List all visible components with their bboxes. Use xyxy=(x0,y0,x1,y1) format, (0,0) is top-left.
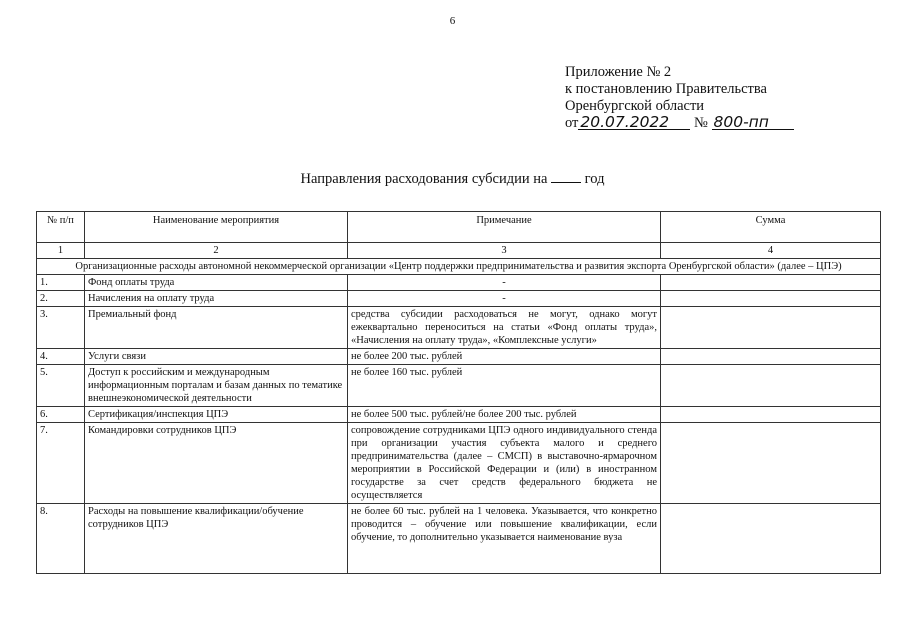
page-number: 6 xyxy=(449,15,456,27)
row-sum xyxy=(661,365,881,407)
row-note: сопровождение сотрудниками ЦПЭ одного индивидуального стенда при организации участия субъекта малого и среднего предпринимательства (далее – СМСП) в выставочно-ярмарочном мероприятии в Российской Федерации и (или) в иностранном государстве за счет средств федерального бюджета не осуществляется xyxy=(348,423,661,504)
row-sum xyxy=(661,349,881,365)
handwritten-date: 20.07.2022 xyxy=(578,115,690,130)
row-name: Услуги связи xyxy=(85,349,348,365)
row-number: 4. xyxy=(37,349,85,365)
section-title: Организационные расходы автономной некоммерческой организации «Центр поддержки предпринимательства и развития экспорта Оренбургской области» (далее – ЦПЭ) xyxy=(37,259,881,275)
row-note: - xyxy=(348,275,661,291)
row-name: Премиальный фонд xyxy=(85,307,348,349)
row-sum xyxy=(661,504,881,574)
row-number: 8. xyxy=(37,504,85,574)
table-row xyxy=(37,275,881,291)
title-before: Направления расходования субсидии на xyxy=(300,171,548,187)
table-row xyxy=(37,349,881,365)
row-note: не более 500 тыс. рублей/не более 200 тыс. рублей xyxy=(348,407,661,423)
handwritten-number: 800-пп xyxy=(712,115,794,130)
column-number: 3 xyxy=(348,243,661,259)
table-row xyxy=(37,423,881,504)
row-number: 6. xyxy=(37,407,85,423)
appendix-line-2: к постановлению Правительства xyxy=(565,81,767,97)
document-title xyxy=(0,170,905,188)
row-name: Фонд оплаты труда xyxy=(85,275,348,291)
expenses-table xyxy=(36,211,881,574)
year-blank xyxy=(551,170,581,183)
row-name: Сертификация/инспекция ЦПЭ xyxy=(85,407,348,423)
appendix-line-1: Приложение № 2 xyxy=(565,64,672,80)
row-number: 1. xyxy=(37,275,85,291)
row-sum xyxy=(661,423,881,504)
header-note: Примечание xyxy=(348,212,661,243)
row-number: 3. xyxy=(37,307,85,349)
column-numbers-row xyxy=(37,243,881,259)
number-label: № xyxy=(694,115,708,131)
appendix-date-line xyxy=(565,115,794,132)
row-name: Расходы на повышение квалификации/обучение сотрудников ЦПЭ xyxy=(85,504,348,574)
table-row xyxy=(37,291,881,307)
header-name: Наименование мероприятия xyxy=(85,212,348,243)
row-number: 2. xyxy=(37,291,85,307)
row-name: Доступ к российским и международным информационным порталам и базам данных по тематике внешнеэкономической деятельности xyxy=(85,365,348,407)
row-note: - xyxy=(348,291,661,307)
table-row xyxy=(37,407,881,423)
row-sum xyxy=(661,407,881,423)
row-name: Начисления на оплату труда xyxy=(85,291,348,307)
column-number: 4 xyxy=(661,243,881,259)
row-name: Командировки сотрудников ЦПЭ xyxy=(85,423,348,504)
header-sum: Сумма xyxy=(661,212,881,243)
row-number: 7. xyxy=(37,423,85,504)
table-header-row xyxy=(37,212,881,243)
column-number: 2 xyxy=(85,243,348,259)
row-note: средства субсидии расходоваться не могут, однако могут ежеквартально переноситься на статьи «Фонд оплаты труда», «Начисления на оплату труда», «Комплексные услуги» xyxy=(348,307,661,349)
appendix-line-3: Оренбургской области xyxy=(565,98,705,114)
column-number: 1 xyxy=(37,243,85,259)
row-note: не более 200 тыс. рублей xyxy=(348,349,661,365)
table-row xyxy=(37,307,881,349)
section-row xyxy=(37,259,881,275)
row-note: не более 160 тыс. рублей xyxy=(348,365,661,407)
title-after: год xyxy=(584,171,605,187)
row-sum xyxy=(661,307,881,349)
row-number: 5. xyxy=(37,365,85,407)
table-row xyxy=(37,504,881,574)
header-number: № п/п xyxy=(37,212,85,243)
row-sum xyxy=(661,275,881,291)
row-sum xyxy=(661,291,881,307)
appendix-header xyxy=(565,64,794,132)
row-note: не более 60 тыс. рублей на 1 человека. Указывается, что конкретно проводится – обучение или повышение квалификации, если обучение, то дополнительно указывается наименование вуза xyxy=(348,504,661,574)
from-label: от xyxy=(565,115,579,131)
table-row xyxy=(37,365,881,407)
